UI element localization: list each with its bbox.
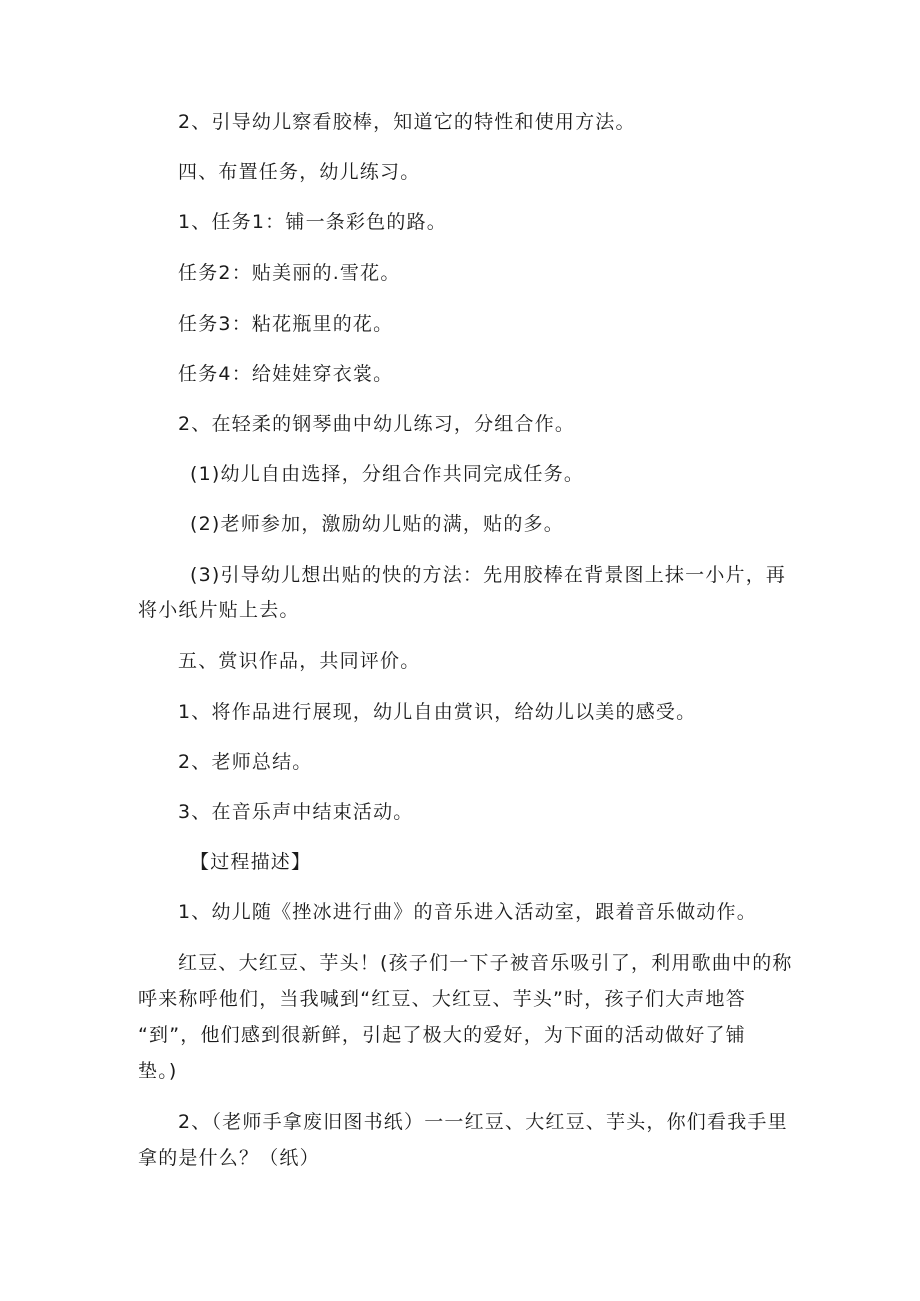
paragraph-line: 2、（老师手拿废旧图书纸）一一红豆、大红豆、芋头，你们看我手里 [178,1111,788,1133]
paragraph-line: 3、在音乐声中结束活动。 [178,801,414,823]
paragraph-line: (1)幼儿自由选择，分组合作共同完成任务。 [190,463,585,485]
paragraph-line: (3)引导幼儿想出贴的快的方法：先用胶棒在背景图上抹一小片，再 [190,564,787,586]
paragraph-line: 任务4：给娃娃穿衣裳。 [178,363,394,385]
paragraph-line: 2、引导幼儿察看胶棒，知道它的特性和使用方法。 [178,111,636,133]
section-heading: 五、赏识作品，共同评价。 [178,650,421,672]
paragraph-line: 任务2：贴美丽的.雪花。 [178,262,401,284]
paragraph-line: 2、在轻柔的钢琴曲中幼儿练习，分组合作。 [178,413,576,435]
paragraph-line: 1、任务1：铺一条彩色的路。 [178,211,447,233]
section-heading: 【过程描述】 [190,851,312,873]
paragraph-line: 垫。) [138,1060,178,1082]
paragraph-line: 将小纸片贴上去。 [138,599,300,621]
paragraph-line: 1、将作品进行展现，幼儿自由赏识，给幼儿以美的感受。 [178,701,697,723]
paragraph-line: “到”，他们感到很新鲜，引起了极大的爱好，为下面的活动做好了铺 [138,1024,746,1046]
paragraph-line: 红豆、大红豆、芋头！(孩子们一下子被音乐吸引了，利用歌曲中的称 [178,952,793,974]
paragraph-line: 任务3：粘花瓶里的花。 [178,313,394,335]
paragraph-line: 呼来称呼他们，当我喊到“红豆、大红豆、芋头”时，孩子们大声地答 [138,988,746,1010]
paragraph-line: 拿的是什么？（纸） [138,1147,320,1169]
paragraph-line: 1、幼儿随《挫冰进行曲》的音乐进入活动室，跟着音乐做动作。 [178,901,757,923]
paragraph-line: 2、老师总结。 [178,751,313,773]
section-heading: 四、布置任务，幼儿练习。 [178,161,421,183]
paragraph-line: (2)老师参加，激励幼儿贴的满，贴的多。 [190,513,564,535]
